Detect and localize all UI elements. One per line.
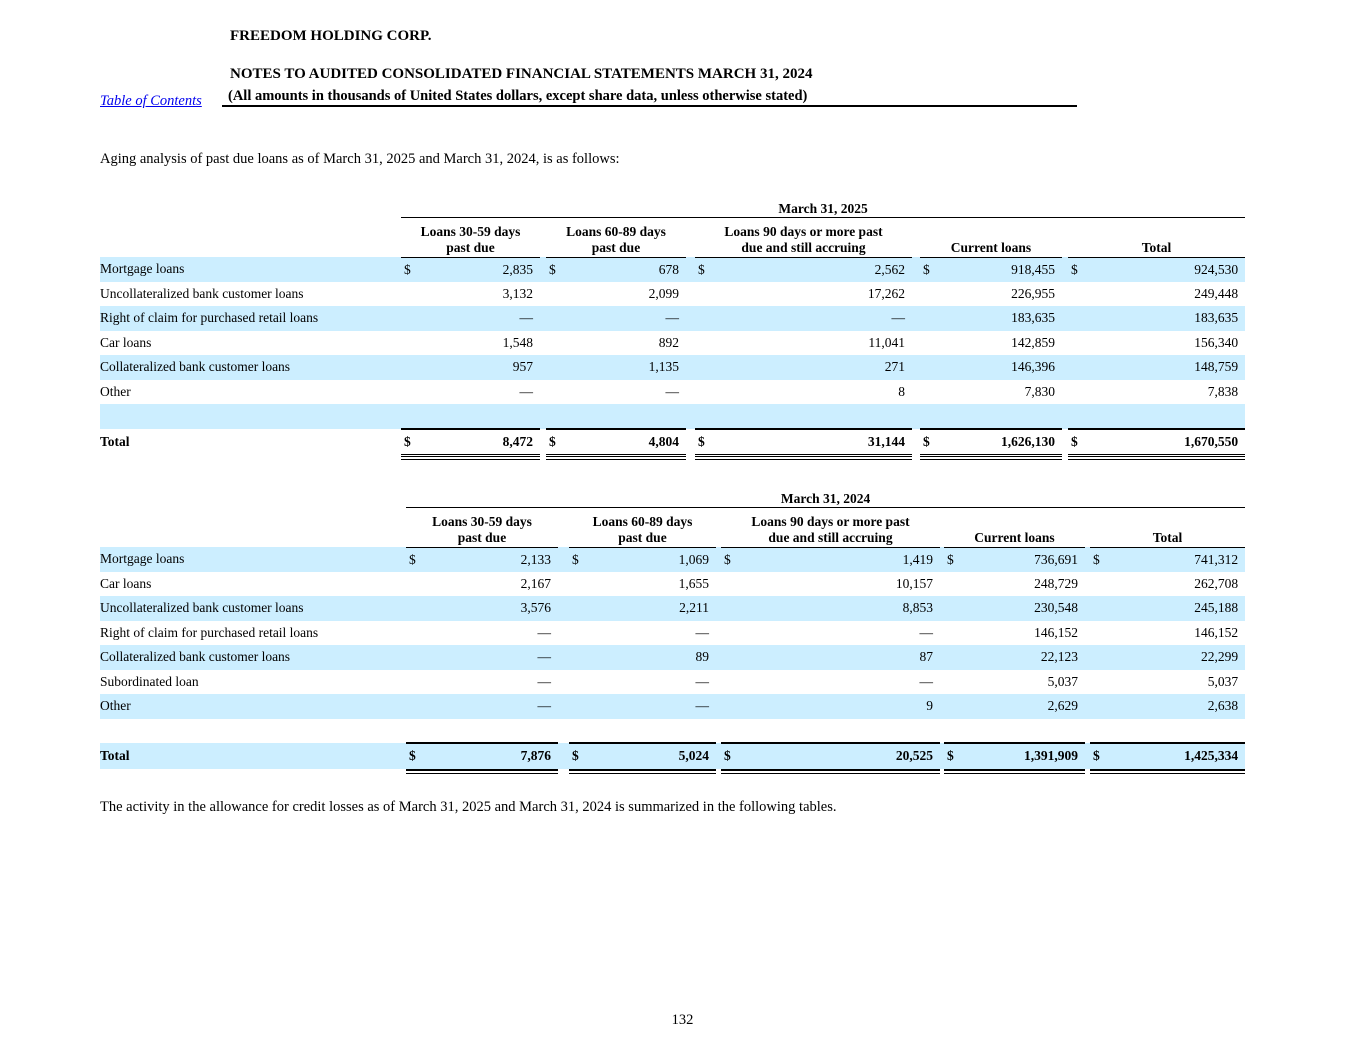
cell-value: [695, 380, 912, 405]
value-text: 2,133: [520, 551, 551, 567]
value-text: 142,859: [1011, 334, 1055, 350]
double-rule: [721, 769, 940, 772]
spacer-row: [100, 404, 1245, 429]
value-text: 736,691: [1034, 551, 1078, 567]
spacer-cell: [944, 719, 1085, 744]
currency-symbol: $: [724, 748, 731, 764]
spacer-cell: [1090, 719, 1245, 744]
column-gap: [912, 429, 920, 455]
cell-value: [944, 621, 1085, 646]
value-text: 892: [658, 334, 679, 350]
header-rule: [222, 105, 1077, 107]
rule-label-spacer: [100, 455, 401, 458]
row-label: Other: [100, 383, 131, 399]
column-gap: [558, 670, 569, 695]
value-text: 5,037: [1047, 673, 1078, 689]
value-text: —: [919, 624, 933, 640]
table-of-contents-link[interactable]: Table of Contents: [100, 93, 202, 109]
cell-value: [1090, 694, 1245, 719]
value-text: —: [919, 673, 933, 689]
cell-value: [920, 355, 1062, 380]
column-header-row: [100, 217, 1245, 257]
column-gap: [912, 404, 920, 429]
cell-value: [944, 596, 1085, 621]
cell-value: [721, 694, 940, 719]
value-text: 1,135: [648, 359, 679, 375]
currency-symbol: $: [549, 433, 556, 449]
row-label: Right of claim for purchased retail loans: [100, 310, 319, 326]
value-text: 7,830: [1024, 383, 1055, 399]
value-text: 5,024: [678, 748, 709, 764]
period-row: [100, 196, 1245, 217]
value-text: 89: [695, 649, 709, 665]
total-value: [401, 429, 540, 455]
table-row: [100, 355, 1245, 380]
cell-value: [546, 355, 686, 380]
cell-value: [406, 645, 558, 670]
cell-value: [695, 355, 912, 380]
table-row: [100, 257, 1245, 282]
value-text: —: [519, 310, 533, 326]
cell-value: [1090, 596, 1245, 621]
cell-value: [920, 306, 1062, 331]
value-text: 2,638: [1207, 698, 1239, 714]
value-text: 2,211: [679, 600, 709, 616]
table-row: [100, 694, 1245, 719]
column-gap: [686, 455, 695, 458]
value-text: 8,472: [502, 433, 533, 449]
value-text: 3,576: [520, 600, 551, 616]
value-text: 22,299: [1200, 649, 1239, 665]
currency-symbol: $: [923, 261, 930, 277]
currency-symbol: $: [1093, 551, 1100, 567]
total-value: [569, 743, 716, 769]
currency-symbol: $: [724, 551, 731, 567]
double-rule: [1090, 769, 1245, 772]
column-header: Total: [1068, 217, 1245, 257]
cell-value: [406, 621, 558, 646]
total-value: [1068, 429, 1245, 455]
column-header: Current loans: [920, 217, 1062, 257]
period-row-label-spacer: [100, 196, 401, 217]
cell-value: [406, 596, 558, 621]
cell-value: [944, 572, 1085, 597]
value-text: 156,340: [1194, 334, 1239, 350]
cell-value: [920, 380, 1062, 405]
currency-symbol: $: [947, 748, 954, 764]
value-text: —: [519, 383, 533, 399]
table-row: [100, 645, 1245, 670]
value-text: 249,448: [1194, 285, 1239, 301]
table-row: [100, 621, 1245, 646]
cell-value: [1090, 670, 1245, 695]
cell-value: [1068, 282, 1245, 307]
double-rule: [920, 455, 1062, 458]
value-text: 183,635: [1194, 310, 1239, 326]
value-text: 3,132: [502, 285, 533, 301]
cell-value: [569, 621, 716, 646]
cell-value: [1090, 645, 1245, 670]
currency-symbol: $: [947, 551, 954, 567]
cell-value: [1068, 355, 1245, 380]
double-rule: [1068, 455, 1245, 458]
currency-symbol: $: [409, 551, 416, 567]
column-gap: [686, 355, 695, 380]
table-row: [100, 572, 1245, 597]
value-text: 1,391,909: [1024, 748, 1078, 764]
value-text: 5,037: [1207, 673, 1239, 689]
value-text: 4,804: [648, 433, 679, 449]
aging-table-2024: [100, 486, 1245, 774]
cell-value: [546, 306, 686, 331]
value-text: —: [537, 698, 551, 714]
column-gap: [558, 694, 569, 719]
value-text: 1,548: [502, 334, 533, 350]
value-text: 1,670,550: [1184, 433, 1239, 449]
cell-value: [695, 282, 912, 307]
double-rule: [401, 455, 540, 458]
value-text: 31,144: [867, 433, 905, 449]
value-text: 10,157: [895, 575, 933, 591]
column-header-row: [100, 507, 1245, 547]
value-text: 1,626,130: [1001, 433, 1055, 449]
value-text: —: [537, 673, 551, 689]
table-row: [100, 596, 1245, 621]
column-gap: [558, 743, 569, 769]
value-text: 245,188: [1194, 600, 1239, 616]
value-text: 146,152: [1194, 624, 1239, 640]
total-value: [920, 429, 1062, 455]
row-label: Other: [100, 698, 131, 714]
currency-symbol: $: [404, 433, 411, 449]
value-text: 22,123: [1040, 649, 1078, 665]
double-rule-row: [100, 455, 1245, 458]
cell-value: [406, 547, 558, 572]
total-value: [546, 429, 686, 455]
row-label: Mortgage loans: [100, 551, 185, 567]
column-gap: [686, 404, 695, 429]
column-gap: [558, 507, 569, 547]
column-gap: [912, 306, 920, 331]
column-gap: [558, 769, 569, 772]
spacer-cell: [1068, 404, 1245, 429]
document-subtitle: (All amounts in thousands of United States dollars, except share data, unless otherwise stated): [228, 88, 808, 104]
column-header: Current loans: [944, 507, 1085, 547]
total-value: [1090, 743, 1245, 769]
value-text: 924,530: [1194, 261, 1239, 277]
value-text: 146,396: [1011, 359, 1055, 375]
currency-symbol: $: [698, 261, 705, 277]
double-rule-row: [100, 769, 1245, 772]
spacer-cell: [406, 719, 558, 744]
currency-symbol: $: [549, 261, 556, 277]
cell-value: [401, 331, 540, 356]
cell-value: [569, 694, 716, 719]
cell-value: [1068, 306, 1245, 331]
cell-value: [546, 282, 686, 307]
table-row: [100, 380, 1245, 405]
total-value: [406, 743, 558, 769]
cell-value: [944, 694, 1085, 719]
currency-symbol: $: [1071, 433, 1078, 449]
column-gap: [686, 257, 695, 282]
spacer-cell: [569, 719, 716, 744]
value-text: —: [695, 698, 709, 714]
cell-value: [721, 621, 940, 646]
value-text: 271: [884, 359, 905, 375]
cell-value: [569, 596, 716, 621]
currency-symbol: $: [1071, 261, 1078, 277]
currency-symbol: $: [923, 433, 930, 449]
column-header: Loans 30-59 days past due: [406, 507, 558, 547]
cell-value: [1090, 547, 1245, 572]
value-text: —: [695, 624, 709, 640]
cell-value: [920, 257, 1062, 282]
spacer-cell: [721, 719, 940, 744]
value-text: 1,419: [902, 551, 933, 567]
currency-symbol: $: [1093, 748, 1100, 764]
value-text: —: [891, 310, 905, 326]
cell-value: [401, 355, 540, 380]
cell-value: [1090, 621, 1245, 646]
value-text: —: [537, 649, 551, 665]
column-gap: [912, 380, 920, 405]
double-rule: [944, 769, 1085, 772]
spacer-cell: [695, 404, 912, 429]
column-header-label-spacer: [100, 507, 406, 547]
column-gap: [912, 355, 920, 380]
row-label: Uncollateralized bank customer loans: [100, 600, 304, 616]
cell-value: [920, 331, 1062, 356]
value-text: 8: [898, 383, 905, 399]
value-text: 17,262: [867, 285, 905, 301]
cell-value: [1068, 380, 1245, 405]
column-header: Loans 90 days or more past due and still accruing: [695, 217, 912, 257]
column-gap: [686, 282, 695, 307]
column-gap: [686, 380, 695, 405]
row-label: Collateralized bank customer loans: [100, 359, 291, 375]
row-label: Collateralized bank customer loans: [100, 649, 291, 665]
document-title: NOTES TO AUDITED CONSOLIDATED FINANCIAL STATEMENTS MARCH 31, 2024: [230, 66, 813, 82]
column-gap: [558, 621, 569, 646]
column-gap: [912, 217, 920, 257]
cell-value: [546, 331, 686, 356]
total-value: [695, 429, 912, 455]
outro-paragraph: The activity in the allowance for credit losses as of March 31, 2025 and March 31, 2024 is summarized in the following tables.: [100, 799, 837, 815]
row-label: Right of claim for purchased retail loans: [100, 624, 319, 640]
column-gap: [912, 331, 920, 356]
page-number: 132: [671, 1012, 694, 1028]
table-row: [100, 547, 1245, 572]
cell-value: [401, 380, 540, 405]
cell-value: [695, 331, 912, 356]
column-gap: [912, 257, 920, 282]
aging-table-2025-container: [100, 196, 1245, 460]
row-label: Mortgage loans: [100, 261, 185, 277]
column-gap: [686, 306, 695, 331]
period-header: March 31, 2025: [401, 196, 1245, 217]
period-row-label-spacer: [100, 486, 406, 507]
cell-value: [1068, 257, 1245, 282]
table-row: [100, 670, 1245, 695]
column-gap: [558, 645, 569, 670]
cell-value: [944, 645, 1085, 670]
rule-label-spacer: [100, 769, 406, 772]
value-text: 957: [512, 359, 533, 375]
column-header: Total: [1090, 507, 1245, 547]
value-text: 2,629: [1047, 698, 1078, 714]
column-header: Loans 30-59 days past due: [401, 217, 540, 257]
cell-value: [546, 380, 686, 405]
value-text: 1,069: [678, 551, 709, 567]
value-text: 9: [926, 698, 933, 714]
value-text: 2,167: [520, 575, 551, 591]
cell-value: [406, 572, 558, 597]
spacer-label: [100, 404, 401, 429]
cell-value: [695, 257, 912, 282]
value-text: 1,425,334: [1184, 748, 1239, 764]
total-value: [721, 743, 940, 769]
spacer-label: [100, 719, 406, 744]
total-value: [944, 743, 1085, 769]
row-label: Car loans: [100, 575, 152, 591]
intro-paragraph: Aging analysis of past due loans as of March 31, 2025 and March 31, 2024, is as follows:: [100, 151, 620, 167]
value-text: —: [665, 383, 679, 399]
cell-value: [721, 596, 940, 621]
total-row: [100, 429, 1245, 455]
column-header: Loans 60-89 days past due: [546, 217, 686, 257]
cell-value: [920, 282, 1062, 307]
column-header: Loans 90 days or more past due and still accruing: [721, 507, 940, 547]
column-gap: [558, 719, 569, 744]
cell-value: [695, 306, 912, 331]
company-title: FREEDOM HOLDING CORP.: [230, 28, 432, 44]
currency-symbol: $: [698, 433, 705, 449]
aging-table-2024-container: [100, 486, 1245, 774]
column-header: Loans 60-89 days past due: [569, 507, 716, 547]
currency-symbol: $: [572, 748, 579, 764]
value-text: 226,955: [1011, 285, 1055, 301]
cell-value: [1090, 572, 1245, 597]
total-label: Total: [100, 433, 130, 449]
period-header: March 31, 2024: [406, 486, 1245, 507]
cell-value: [944, 670, 1085, 695]
period-row: [100, 486, 1245, 507]
value-text: 2,099: [648, 285, 679, 301]
cell-value: [569, 547, 716, 572]
spacer-cell: [546, 404, 686, 429]
value-text: 2,835: [502, 261, 533, 277]
cell-value: [721, 645, 940, 670]
spacer-cell: [920, 404, 1062, 429]
value-text: 262,708: [1194, 575, 1239, 591]
spacer-cell: [401, 404, 540, 429]
cell-value: [546, 257, 686, 282]
value-text: 248,729: [1034, 575, 1078, 591]
spacer-row: [100, 719, 1245, 744]
cell-value: [401, 306, 540, 331]
table-row: [100, 306, 1245, 331]
double-rule: [695, 455, 912, 458]
value-text: 7,876: [520, 748, 551, 764]
value-text: —: [537, 624, 551, 640]
cell-value: [569, 670, 716, 695]
cell-value: [406, 694, 558, 719]
cell-value: [1068, 331, 1245, 356]
cell-value: [401, 282, 540, 307]
value-text: 87: [919, 649, 933, 665]
currency-symbol: $: [404, 261, 411, 277]
value-text: 20,525: [895, 748, 933, 764]
currency-symbol: $: [572, 551, 579, 567]
column-gap: [912, 282, 920, 307]
value-text: 2,562: [874, 261, 905, 277]
value-text: —: [665, 310, 679, 326]
column-gap: [686, 217, 695, 257]
value-text: 1,655: [678, 575, 709, 591]
column-header-label-spacer: [100, 217, 401, 257]
total-label: Total: [100, 748, 130, 763]
cell-value: [721, 547, 940, 572]
cell-value: [721, 670, 940, 695]
double-rule: [406, 769, 558, 772]
value-text: 7,838: [1207, 383, 1239, 399]
column-gap: [558, 596, 569, 621]
column-gap: [912, 455, 920, 458]
aging-table-2025: [100, 196, 1245, 460]
table-row: [100, 282, 1245, 307]
value-text: 11,041: [868, 334, 905, 350]
table-row: [100, 331, 1245, 356]
row-label: Car loans: [100, 334, 152, 350]
double-rule: [569, 769, 716, 772]
row-label: Uncollateralized bank customer loans: [100, 285, 304, 301]
value-text: 678: [658, 261, 679, 277]
cell-value: [569, 645, 716, 670]
cell-value: [944, 547, 1085, 572]
cell-value: [569, 572, 716, 597]
value-text: 183,635: [1011, 310, 1055, 326]
row-label: Subordinated loan: [100, 673, 199, 689]
column-gap: [686, 429, 695, 455]
total-row: [100, 743, 1245, 769]
value-text: —: [695, 673, 709, 689]
double-rule: [546, 455, 686, 458]
column-gap: [686, 331, 695, 356]
cell-value: [406, 670, 558, 695]
column-gap: [558, 547, 569, 572]
value-text: 230,548: [1034, 600, 1078, 616]
value-text: 148,759: [1194, 359, 1239, 375]
value-text: 8,853: [902, 600, 933, 616]
column-gap: [558, 572, 569, 597]
currency-symbol: $: [409, 748, 416, 764]
value-text: 146,152: [1034, 624, 1078, 640]
value-text: 741,312: [1194, 551, 1239, 567]
value-text: 918,455: [1011, 261, 1055, 277]
cell-value: [401, 257, 540, 282]
cell-value: [721, 572, 940, 597]
